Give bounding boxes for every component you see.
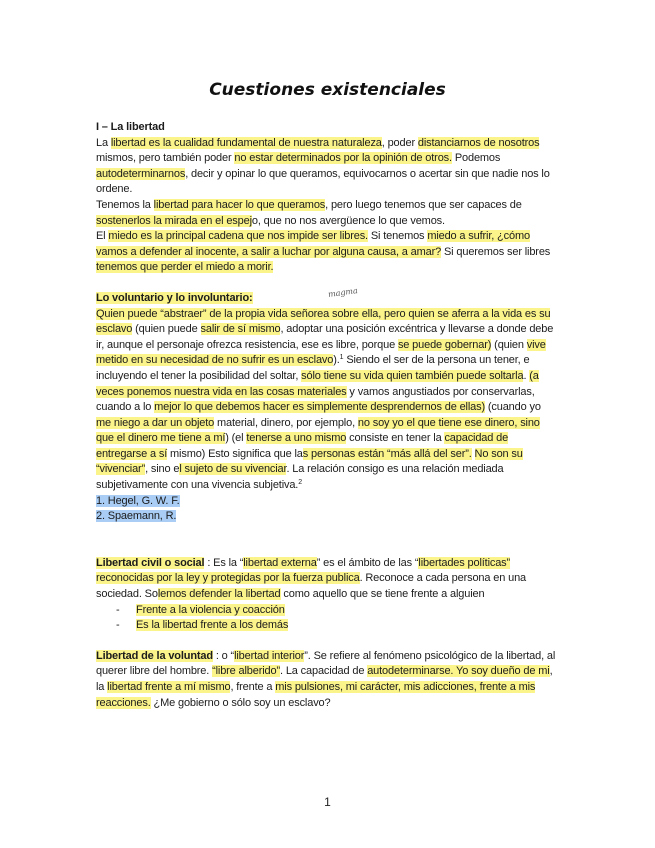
document-body (96, 120, 558, 711)
dash-list (96, 603, 558, 634)
section-heading-voluntario: Lo voluntario y lo involuntario: (96, 291, 253, 304)
paragraph: Libertad de la voluntad : o “libertad interior”. Se refiere al fenómeno psicológico de la libertad, al querer libre del hombre. “libre alberido”. La capacidad de autodeterminarse. Yo soy dueño de mi, la libertad frente a mí mismo, frente a mis pulsiones, mi carácter, mis adicciones, frente a mis reacciones. ¿Me gobierno o sólo soy un esclavo? (96, 649, 556, 709)
list-item: - Es la libertad frente a los demás (116, 618, 558, 634)
footnote-marker: 2 (298, 479, 302, 487)
reference-item: 2. Spaemann, R. (96, 510, 177, 523)
section-heading-libertad-civil: Libertad civil o social (96, 556, 205, 569)
paragraph: Quien puede “abstraer” de la propia vida señorea sobre ella, pero quien se aferra a la vida es su esclavo (quien puede salir de sí mismo, adoptar una posición excéntrica y llevarse a donde debe ir, aunque el personaje ofrezca resistencia, ese es libre, porque se puede gobernar) (quien vive metido en su necesidad de no sufrir es un esclavo).$^1$ Siendo el ser de la persona un tener, e incluyendo el tener la posibilidad del soltar, sólo tiene su vida quien también puede soltarla. (a veces ponemos nuestra vida en las cosas materiales y vamos angustiados por conservarlas, cuando a lo mejor lo que debemos hacer es simplemente desprendernos de ellas) (cuando yo me niego a dar un objeto material, dinero, por ejemplo, no soy yo el que tiene ese dinero, sino que el dinero me tiene a mí) (el tenerse a uno mismo consiste en tener la capacidad de entregarse a sí mismo) Esto significa que las personas están “más allá del ser”. No son su “vivenciar”, sino el sujeto de su vivenciar. La relación consigo es una relación mediada subjetivamente con una vivencia subjetiva.$^2$ (96, 307, 554, 492)
page-title: Cuestiones existenciales (209, 80, 446, 100)
handwritten-annotation: magma (327, 285, 359, 300)
paragraph: Libertad civil o social : Es la “libertad externa” es el ámbito de las “libertades políticas” reconocidas por la ley y protegidas por la fuerza publica. Reconoce a cada persona en una sociedad. Solemos defender la libertad como aquello que se tiene frente a alguien (96, 556, 526, 601)
list-item: - Frente a la violencia y coacción (116, 603, 558, 619)
section-heading-libertad-voluntad: Libertad de la voluntad (96, 649, 213, 662)
paragraph: Tenemos la libertad para hacer lo que queramos, pero luego tenemos que ser capaces de sostenerlos la mirada en el espejo, que no nos avergüence lo que vemos. (96, 198, 522, 227)
paragraph: El miedo es la principal cadena que nos impide ser libres. Si tenemos miedo a sufrir, ¿cómo vamos a defender al inocente, a salir a luchar por alguna causa, a amar? Si queremos ser libres tenemos que perder el miedo a morir. (96, 230, 551, 274)
paragraph: La libertad es la cualidad fundamental de nuestra naturaleza, poder distanciarnos de nosotros mismos, pero también poder no estar determinados por la opinión de otros. Podemos autodeterminarnos, decir y opinar lo que queramos, equivocarnos o acertar sin que nadie nos lo ordene. (96, 136, 550, 196)
footnote-marker: 1 (339, 354, 344, 362)
section-heading-la-libertad: I – La libertad (96, 121, 165, 133)
page-number: 1 (324, 795, 331, 809)
reference-item: 1. Hegel, G. W. F. (96, 494, 180, 507)
